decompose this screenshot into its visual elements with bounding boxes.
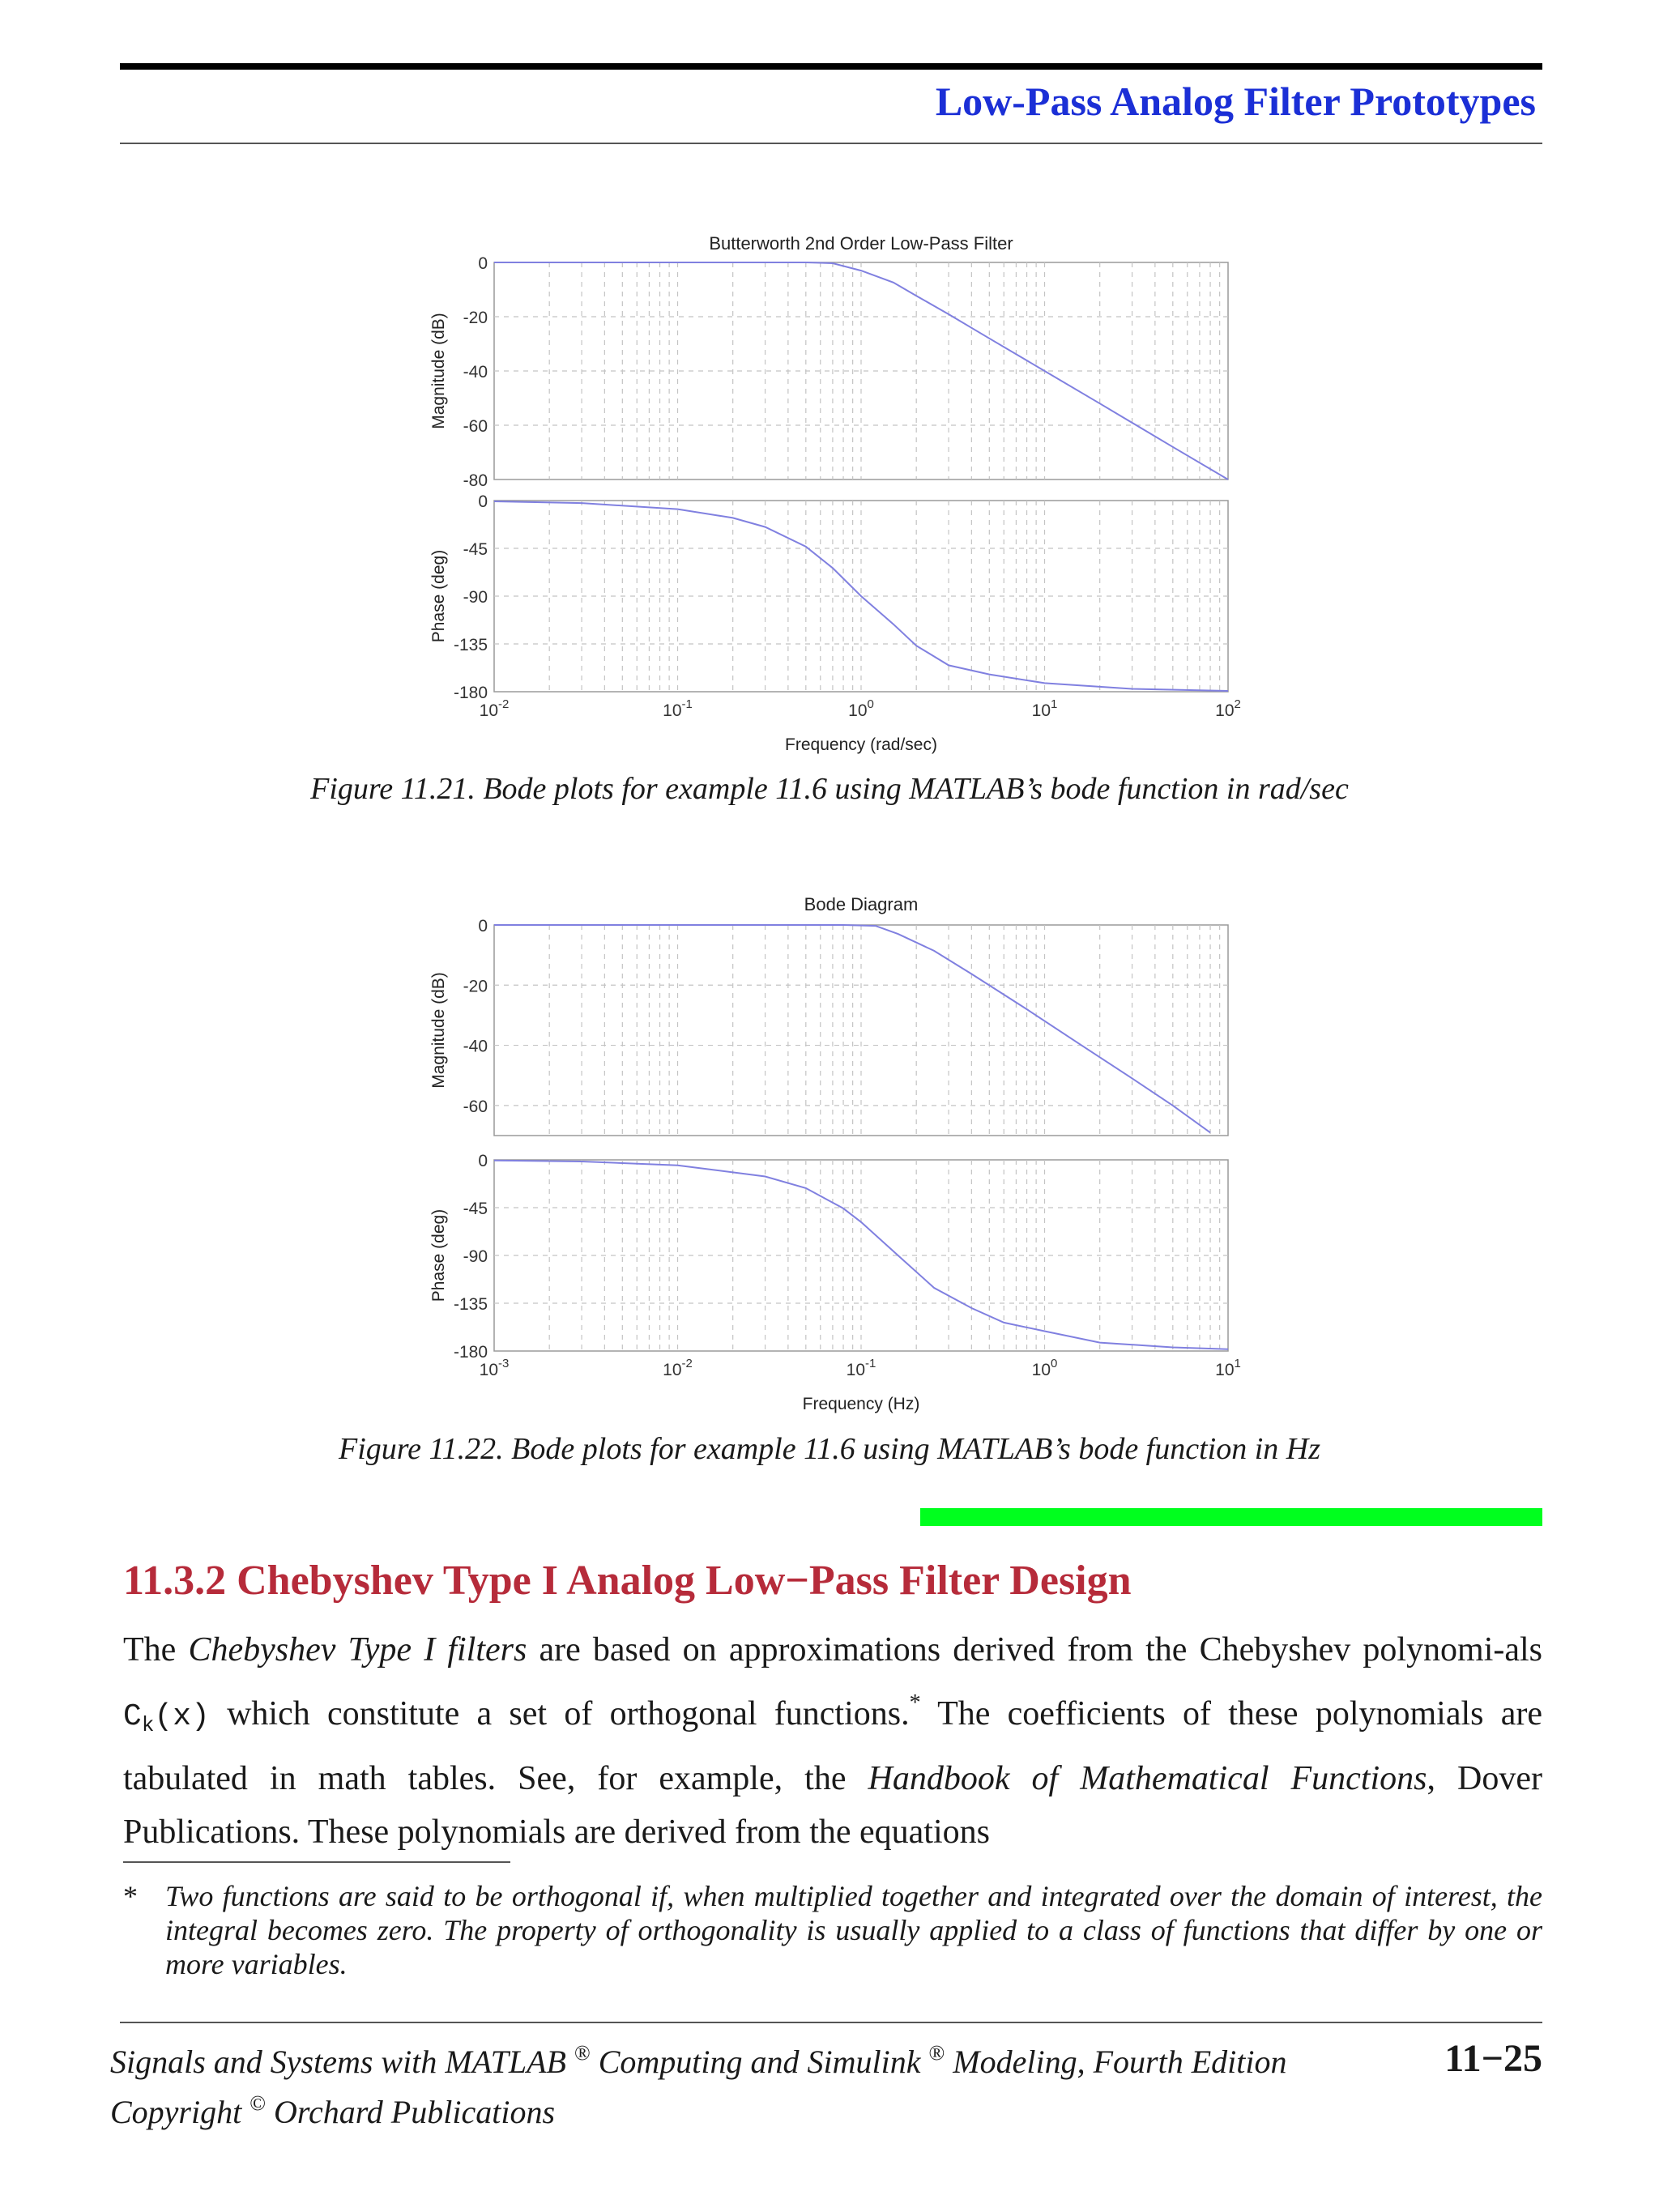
phase-y-tick-label: -90: [463, 588, 488, 607]
x-axis-label: Frequency (Hz): [802, 1395, 920, 1413]
phase-y-tick-label: -180: [453, 1343, 488, 1362]
phase-y-tick-label: -135: [453, 1295, 488, 1314]
magnitude-y-tick-label: -40: [463, 363, 488, 381]
footnote-text: Two functions are said to be orthogonal if, when multiplied together and integrated over the domain of interest, the integral becomes zero. The property of orthogonality is usually applied to a class of functions that differ by one or more variables.: [165, 1880, 1542, 1980]
x-tick-label: $10^1$: [1031, 697, 1058, 720]
x-tick-label: $10^{-2}$: [663, 1357, 693, 1379]
x-tick-label: $10^1$: [1215, 1357, 1241, 1379]
footer-copyright: Copyright © Orchard Publications: [110, 2091, 556, 2130]
chebyshev-polynomial-symbol: $C_k(x)$: [123, 1699, 210, 1737]
footnote-rule: [123, 1861, 510, 1863]
running-title: Low-Pass Analog Filter Prototypes: [935, 79, 1536, 124]
phase-axis-label: Phase (deg): [429, 549, 448, 643]
figure-caption-11-22: Figure 11.22. Bode plots for example 11.6 using MATLAB’s bode function in Hz: [338, 1432, 1321, 1466]
magnitude-y-tick-label: -20: [463, 977, 488, 996]
highlight-bar: [920, 1508, 1542, 1526]
footnote: [123, 1879, 1542, 1981]
phase-axis-label: Phase (deg): [429, 1208, 448, 1302]
bode-figure-hz: [389, 888, 1280, 1422]
phase-y-tick-label: -180: [453, 684, 488, 702]
footer-book-title: Signals and Systems with MATLAB ® Computing and Simulink ® Modeling, Fourth Edition 11−25: [110, 2037, 1542, 2080]
magnitude-y-tick-label: -60: [463, 1097, 488, 1116]
phase-y-tick-label: 0: [478, 492, 488, 511]
magnitude-y-tick-label: 0: [478, 917, 488, 936]
x-tick-label: $10^{-3}$: [479, 1357, 510, 1379]
x-tick-label: $10^{-1}$: [846, 1357, 876, 1379]
x-tick-label: $10^{-2}$: [479, 697, 510, 720]
magnitude-axis-label: Magnitude (dB): [429, 313, 448, 429]
chart-title: Butterworth 2nd Order Low-Pass Filter: [709, 233, 1013, 254]
section-heading: 11.3.2 Chebyshev Type I Analog Low−Pass Filter Design: [123, 1558, 1132, 1604]
magnitude-axis-label: Magnitude (dB): [429, 972, 448, 1089]
magnitude-y-tick-label: -20: [463, 309, 488, 327]
phase-y-tick-label: 0: [478, 1152, 488, 1170]
bode-figure-rad: [389, 227, 1280, 761]
x-tick-label: $10^0$: [848, 697, 874, 720]
magnitude-y-tick-label: -80: [463, 471, 488, 490]
footnote-mark: *: [123, 1880, 138, 1912]
phase-y-tick-label: -90: [463, 1247, 488, 1266]
footer-rule: [120, 2022, 1542, 2023]
x-tick-label: $10^0$: [1031, 1357, 1058, 1379]
phase-y-tick-label: -135: [453, 636, 488, 654]
magnitude-y-tick-label: 0: [478, 254, 488, 273]
phase-y-tick-label: -45: [463, 540, 488, 559]
x-tick-label: $10^{-1}$: [663, 697, 693, 720]
page-number: 11−25: [1444, 2037, 1542, 2080]
x-tick-label: $10^2$: [1215, 697, 1241, 720]
phase-y-tick-label: -45: [463, 1200, 488, 1218]
chart-title: Bode Diagram: [804, 894, 919, 914]
x-axis-label: Frequency (rad/sec): [785, 735, 937, 754]
footnote-reference: *: [909, 1690, 921, 1715]
top-rule: [120, 63, 1542, 70]
body-paragraph: The Chebyshev Type I filters are based on approximations derived from the Chebyshev polynomi-als $C_k(x)$ which constitute a set of orthogonal functions.* The coefficients of these polynomials are tabulated in math tables. See, for example, the Handbook of Mathematical Functions, Dover Publications. These polynomials are derived from the equations: [123, 1631, 1543, 1851]
magnitude-y-tick-label: -40: [463, 1037, 488, 1056]
header-rule: [120, 143, 1542, 144]
figure-caption-11-21: Figure 11.21. Bode plots for example 11.6 using MATLAB’s bode function in rad/sec: [310, 772, 1349, 806]
magnitude-y-tick-label: -60: [463, 417, 488, 436]
